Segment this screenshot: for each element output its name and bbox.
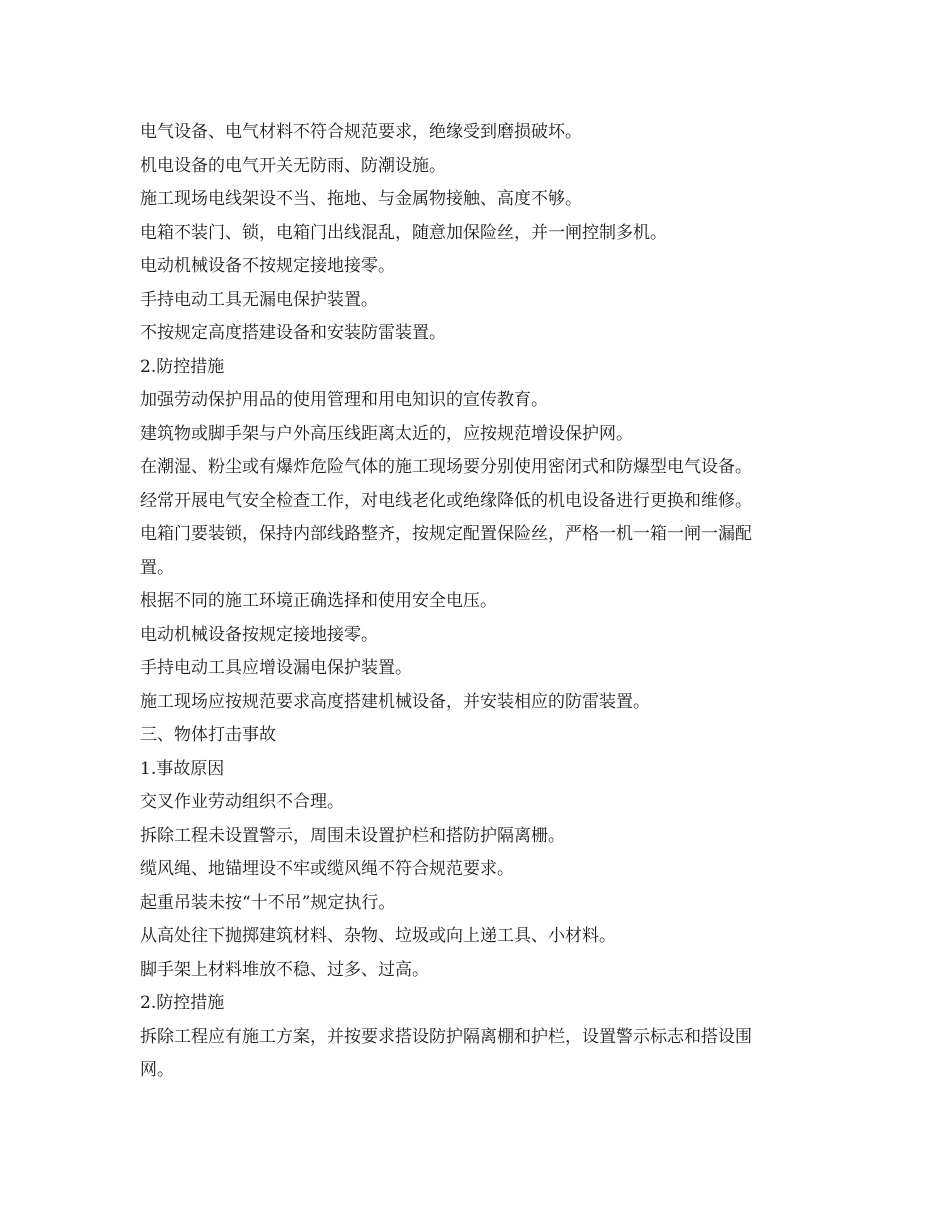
text-line: 经常开展电气安全检查工作，对电线老化或绝缘降低的机电设备进行更换和维修。 xyxy=(140,490,752,511)
document-body xyxy=(140,116,812,1088)
text-line: 从高处往下抛掷建筑材料、杂物、垃圾或向上递工具、小材料。 xyxy=(140,926,616,946)
text-line: 手持电动工具无漏电保护装置。 xyxy=(140,289,378,310)
text-line: 施工现场电线架设不当、拖地、与金属物接触、高度不够。 xyxy=(140,189,582,209)
text-line: 起重吊装未按“十不吊”规定执行。 xyxy=(140,892,396,913)
text-line: 置。 xyxy=(140,557,174,578)
text-line: 缆风绳、地锚埋设不牢或缆风绳不符合规范要求。 xyxy=(140,859,514,879)
text-line: 电动机械设备按规定接地接零。 xyxy=(140,624,378,645)
text-line: 施工现场应按规范要求高度搭建机械设备，并安装相应的防雷装置。 xyxy=(140,691,650,712)
text-line: 交叉作业劳动组织不合理。 xyxy=(140,792,344,812)
text-line: 根据不同的施工环境正确选择和使用安全电压。 xyxy=(140,591,497,611)
text-line: 电动机械设备不按规定接地接零。 xyxy=(140,256,395,276)
text-line: 加强劳动保护用品的使用管理和用电知识的宣传教育。 xyxy=(140,390,548,410)
section-heading: 2.防控措施 xyxy=(140,993,225,1013)
text-line: 机电设备的电气开关无防雨、防潮设施。 xyxy=(140,155,446,176)
chapter-heading: 三、物体打击事故 xyxy=(140,725,276,745)
section-heading: 1.事故原因 xyxy=(140,758,225,779)
text-line: 脚手架上材料堆放不稳、过多、过高。 xyxy=(140,959,429,980)
text-line: 在潮湿、粉尘或有爆炸危险气体的施工现场要分别使用密闭式和防爆型电气设备。 xyxy=(140,457,752,477)
text-line: 拆除工程应有施工方案，并按要求搭设防护隔离棚和护栏，设置警示标志和搭设围 xyxy=(140,1026,752,1047)
text-line: 网。 xyxy=(140,1060,174,1080)
text-line: 手持电动工具应增设漏电保护装置。 xyxy=(140,658,412,678)
text-line: 电箱不装门、锁，电箱门出线混乱，随意加保险丝，并一闸控制多机。 xyxy=(140,222,667,243)
section-heading: 2.防控措施 xyxy=(140,356,225,377)
text-line: 电气设备、电气材料不符合规范要求，绝缘受到磨损破坏。 xyxy=(140,122,582,142)
text-line: 拆除工程未设置警示，周围未设置护栏和搭防护隔离栅。 xyxy=(140,825,565,846)
text-line: 不按规定高度搭建设备和安装防雷装置。 xyxy=(140,323,446,343)
text-line: 建筑物或脚手架与户外高压线距离太近的，应按规范增设保护网。 xyxy=(140,423,633,444)
text-line: 电箱门要装锁，保持内部线路整齐，按规定配置保险丝，严格一机一箱一闸一漏配 xyxy=(140,524,752,544)
